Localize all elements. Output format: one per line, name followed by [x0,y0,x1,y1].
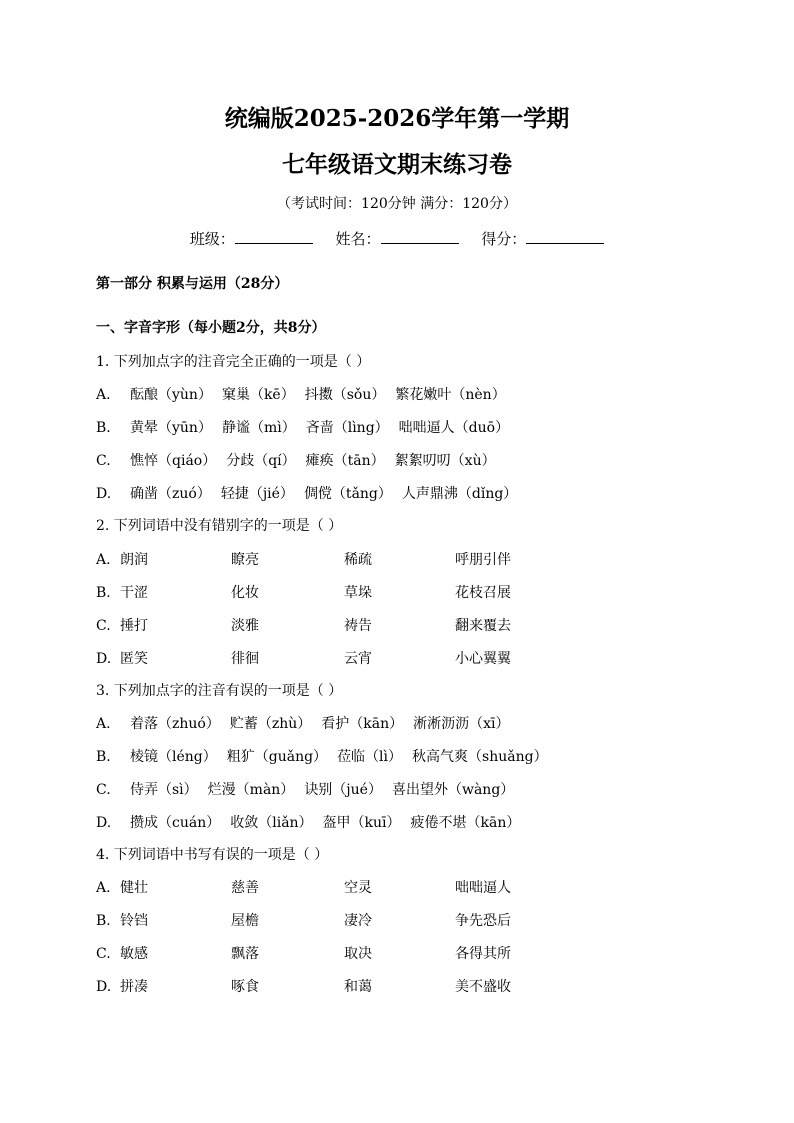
option-item: 酝酿（yùn） [130,387,212,403]
option-row [96,484,527,504]
option-item: 瘫痪（tān） [305,453,385,469]
option-item: 干涩 [120,585,148,601]
option-item: 窠巢（kē） [221,387,295,403]
option-item: 憔悴（qiáo） [130,453,217,469]
option-item: 屋檐 [231,913,259,929]
exam-subtitle: （考试时间：120分钟 满分：120分） [277,196,517,212]
option-row [96,944,511,964]
option-item: 确凿（zuó） [130,486,211,502]
option-item: 化妆 [231,585,259,601]
option-item: 呼朋引伴 [455,552,511,568]
option-item: 倜傥（tǎng） [303,486,392,502]
option-item: 咄咄逼人 [455,880,511,896]
student-info-row [0,227,794,250]
option-item: 莅临（lì） [337,749,403,765]
option-item: 花枝召展 [455,585,511,601]
option-row [96,714,520,734]
option-item: 云宵 [344,651,372,667]
option-letter: A. [96,716,111,732]
option-item: 诀别（jué） [304,782,382,798]
option-row [96,977,511,997]
option-item: 静谧（mì） [221,420,296,436]
option-item: 淅淅沥沥（xī） [413,716,510,732]
score-blank[interactable] [526,227,604,244]
name-blank[interactable] [381,227,459,244]
option-item: 捶打 [120,618,148,634]
option-letter: B. [96,585,111,601]
option-item: 祷告 [344,618,372,634]
option-letter: B. [96,420,111,436]
option-letter: C. [96,946,111,962]
option-letter: D. [96,486,112,502]
option-item: 取决 [344,946,372,962]
option-item: 飘落 [231,946,259,962]
option-row [96,418,519,438]
option-item: 匿笑 [120,651,148,667]
option-item: 健壮 [120,880,148,896]
option-item: 和蔼 [344,979,372,995]
option-item: 稀疏 [344,552,372,568]
option-letter: A. [96,880,111,896]
option-item: 着落（zhuó） [130,716,220,732]
option-item: 收敛（liǎn） [230,815,313,831]
option-item: 拼凑 [120,979,148,995]
option-row [96,385,516,405]
option-row [96,550,511,570]
option-letter: C. [96,453,111,469]
option-item: 繁花嫩叶（nèn） [395,387,506,403]
question-stem: 1. 下列加点字的注音完全正确的一项是（ ） [96,354,371,370]
option-row [96,878,511,898]
option-item: 攒成（cuán） [130,815,221,831]
option-row [96,616,511,636]
option-letter: A. [96,387,111,403]
exam-title-line2: 七年级语文期末练习卷 [282,151,512,178]
option-item: 争先恐后 [455,913,511,929]
option-item: 分歧（qí） [226,453,296,469]
option-item: 铃铛 [120,913,148,929]
name-label: 姓名： [335,230,381,248]
option-row [96,780,524,800]
option-letter: C. [96,782,111,798]
option-item: 烂漫（màn） [207,782,295,798]
class-blank[interactable] [235,227,313,244]
option-row [96,747,558,767]
option-row [96,911,511,931]
option-item: 人声鼎沸（dǐng） [401,486,518,502]
option-row [96,649,511,669]
class-label: 班级： [189,230,235,248]
question-stem: 4. 下列词语中书写有误的一项是（ ） [96,847,329,863]
option-row [96,813,530,833]
option-letter: D. [96,979,112,995]
option-item: 慈善 [231,880,259,896]
option-item: 各得其所 [455,946,511,962]
option-item: 絮絮叨叨（xù） [394,453,496,469]
question-stem: 3. 下列加点字的注音有误的一项是（ ） [96,683,343,699]
option-item: 盔甲（kuī） [322,815,401,831]
option-item: 黄晕（yūn） [130,420,212,436]
option-item: 喜出望外（wàng） [391,782,515,798]
option-item: 徘徊 [231,651,259,667]
option-item: 小心翼翼 [455,651,511,667]
option-item: 秋高气爽（shuǎng） [412,749,548,765]
option-item: 翻来覆去 [455,618,511,634]
option-item: 朗润 [120,552,148,568]
question-stem: 2. 下列词语中没有错别字的一项是（ ） [96,518,343,534]
option-letter: A. [96,552,111,568]
option-item: 轻捷（jié） [220,486,294,502]
section1-heading: 一、字音字形（每小题2分，共8分） [96,320,326,336]
option-item: 咄咄逼人（duō） [398,420,510,436]
option-item: 淡雅 [231,618,259,634]
option-item: 凄冷 [344,913,372,929]
option-item: 瞭亮 [231,552,259,568]
option-item: 看护（kān） [321,716,404,732]
part1-heading: 第一部分 积累与运用（28分） [96,276,289,292]
option-item: 空灵 [344,880,372,896]
exam-title-line1: 统编版2025-2026学年第一学期 [224,105,570,132]
option-item: 草垛 [344,585,372,601]
option-item: 抖擞（sǒu） [304,387,386,403]
score-label: 得分： [481,230,527,248]
option-letter: B. [96,749,111,765]
option-item: 侍弄（sì） [130,782,198,798]
option-item: 吝啬（lìng） [305,420,389,436]
option-letter: D. [96,815,112,831]
option-row [96,451,506,471]
option-item: 疲倦不堪（kān） [410,815,521,831]
option-letter: B. [96,913,111,929]
option-row [96,583,511,603]
option-letter: C. [96,618,111,634]
option-item: 棱镜（léng） [130,749,217,765]
option-item: 贮蓄（zhù） [229,716,312,732]
option-letter: D. [96,651,112,667]
option-item: 美不盛收 [455,979,511,995]
option-item: 敏感 [120,946,148,962]
option-item: 啄食 [231,979,259,995]
option-item: 粗犷（guǎng） [226,749,328,765]
